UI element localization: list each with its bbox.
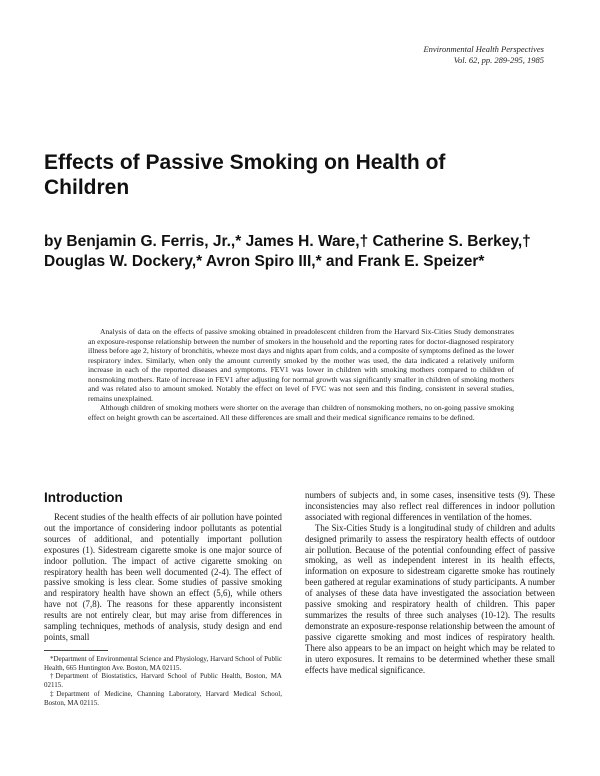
abstract-paragraph: Analysis of data on the effects of passive smoking obtained in preadolescent children from the Harvard Six-Cities Study demonstrates an exposure-response relationship between the number of smokers in the household and the reporting rates for doctor-diagnosed respiratory illness before age 2, history of bronchitis, wheeze most days and nights apart from colds, and a composite of symptoms defined as the lower respiratory index. Similarly, when only the amount currently smoked by the mother was used, the data indicated a relatively uniform increase in each of the reported diseases and symptoms. FEV1 was lower in children with smoking mothers compared to children of nonsmoking mothers. Rate of increase in FEV1 after adjusting for normal growth was significantly smaller in children of smoking mothers and was related also to amount smoked. Notably the effect on level of FVC was not seen and this finding, consistent in several studies, remains unexplained. [88,327,514,403]
body-paragraph-continued: numbers of subjects and, in some cases, insensitive tests (9). These inconsistencies may also reflect real differences in indoor pollution associated with regional differences in ventilation of the homes. [305,490,555,522]
body-paragraph: The Six-Cities Study is a longitudinal study of children and adults designed primarily to assess the respiratory health effects of outdoor air pollution. Because of the potential confounding effect of passive smoking, as well as independent interest in its health effects, information on exposure to sidestream cigarette smoke has routinely been gathered at regular examinations of study participants. A number of analyses of these data have investigated the association between passive smoking and respiratory health of children. This paper summarizes the results of three such analyses (10-12). The results demonstrate an exposure-response relationship between the amount of passive cigarette smoking and most indices of respiratory health. There also appears to be an impact on height which may be related to in utero exposures. It remains to be determined whether these small effects have medical significance. [305,522,555,675]
journal-name: Environmental Health Perspectives [423,44,544,54]
paper-title: Effects of Passive Smoking on Health of Children [44,151,446,199]
footnote: *Department of Environmental Science and Physiology, Harvard School of Public Health, 665 Huntington Ave. Boston, MA 02115. [44,654,282,672]
footnote-divider [44,650,108,651]
journal-citation: Vol. 62, pp. 289-295, 1985 [453,55,544,65]
body-paragraph: Recent studies of the health effects of air pollution have pointed out the importance of considering indoor pollutants as potential sources of additional, and potentially important pollution exposures (1). Sidestream cigarette smoke is one major source of indoor pollution. The impact of active cigarette smoking on respiratory health has been well documented (2-4). The effect of passive smoking is less clear. Some studies of passive smoking and respiratory health have shown an effect (5,6), while others have not (7,8). The reasons for these apparently inconsistent results are not entirely clear, but may arise from differences in sampling techniques, methods of analysis, study design and end points, small [44,512,282,642]
footnote: ‡Department of Medicine, Channing Laboratory, Harvard Medical School, Boston, MA 02115. [44,690,282,707]
section-heading-introduction: Introduction [44,490,123,505]
footnote: †Department of Biostatistics, Harvard School of Public Health, Boston, MA 02115. [44,672,282,690]
right-column [305,490,555,675]
left-column [44,490,282,708]
journal-header [344,44,544,66]
abstract-paragraph: Although children of smoking mothers were shorter on the average than children of nonsmoking mothers, no on-going passive smoking effect on height growth can be ascertained. All these differences are small and their medical significance remains to be defined. [88,403,514,422]
author-line: by Benjamin G. Ferris, Jr.,* James H. Ware,† Catherine S. Berkey,† Douglas W. Dockery,* Avron Spiro III,* and Frank E. Speizer* [44,233,531,270]
abstract [88,327,514,422]
footnotes [44,655,282,708]
